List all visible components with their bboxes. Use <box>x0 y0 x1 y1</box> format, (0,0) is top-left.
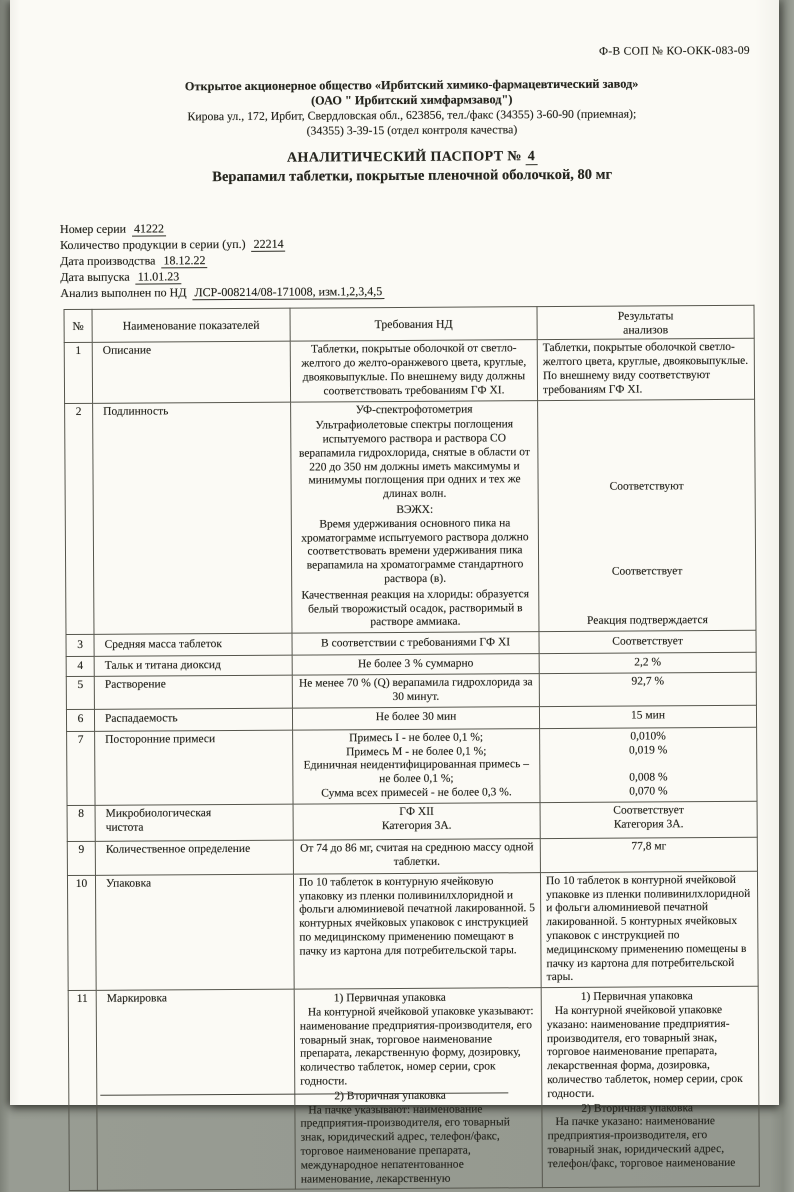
row-4-requirement: Не более 3 % суммарно <box>292 654 539 676</box>
row-7-name: Посторонние примеси <box>95 730 293 805</box>
table-row <box>68 986 759 1190</box>
row-9-requirement: От 74 до 86 мг, считая на среднюю массу одной таблетки. <box>293 838 540 874</box>
nd-analysis-value: ЛСР-008214/08-171008, изм.1,2,3,4,5 <box>192 284 384 300</box>
row-2-number: 2 <box>65 403 94 635</box>
row-5-number: 5 <box>66 677 94 710</box>
row-10-result: По 10 таблеток в контурной ячейковой упаковке из пленки поливинилхлоридной и фольги алюминиевой печатной лакированной. 5 контурных ячейковых упаковок с инструкцией по медицинскому применению помещены в пачку из картона для потребительской тары. <box>540 871 758 988</box>
row-10-name: Упаковка <box>95 874 294 991</box>
form-code: Ф-В СОП № КО-ОКК-083-09 <box>598 44 750 58</box>
org-address-line1: Кирова ул., 172, Ирбит, Свердловская обл., 623856, тел./факс (34355) 3-60-90 (приемная); <box>187 106 637 124</box>
row-3-requirement: В соответствии с требованиями ГФ XI <box>292 632 539 656</box>
header-requirements: Требования НД <box>290 307 537 342</box>
analysis-table <box>64 305 760 1192</box>
table-row <box>67 727 757 805</box>
row-2-requirement <box>291 400 539 633</box>
row-11-result <box>541 986 759 1187</box>
uv-method-text: Ультрафиолетовые спектры поглощения испытуемого раствора и раствора СО верапамила гидрохлорида, снятые в области от 220 до 350 нм должны иметь максимумы и минимумы поглощения при одних и тех же длинах волн. <box>298 418 530 501</box>
row-5-result: 92,7 % <box>539 673 756 707</box>
org-name-line2: (ОАО " Ирбитский химфармзавод") <box>311 92 513 108</box>
row-3-name: Средняя масса таблеток <box>94 633 292 656</box>
secondary-pack-title-req: 2) Вторичная упаковка <box>334 1089 446 1103</box>
passport-number: 4 <box>526 149 538 165</box>
uv-method-title: УФ-спектрофотометрия <box>355 403 473 416</box>
row-1-number: 1 <box>64 343 92 403</box>
row-11-number: 11 <box>68 991 97 1191</box>
row-1-name: Описание <box>92 341 290 402</box>
row-8-number: 8 <box>67 805 95 841</box>
org-name-line1: Открытое акционерное общество «Ирбитский химико-фармацевтический завод» <box>184 76 639 94</box>
row-3-result: Соответствует <box>539 631 756 654</box>
secondary-pack-body-res: На пачке указано: наименование предприятия-производителя, его товарный знак, юридический адрес, телефон/факс, торговое наименование <box>547 1115 736 1170</box>
document-title <box>48 148 777 168</box>
table-row <box>64 339 754 403</box>
row-6-requirement: Не более 30 мин <box>292 706 539 730</box>
row-5-name: Растворение <box>94 675 292 709</box>
row-8-name: Микробиологическая чистота <box>95 804 293 841</box>
secondary-pack-title-res: 2) Вторичная упаковка <box>581 1101 694 1115</box>
chloride-result: Реакция подтверждается <box>586 614 708 628</box>
series-number-value: 41222 <box>132 221 166 236</box>
release-date-label: Дата выпуска <box>60 269 130 285</box>
row-1-requirement: Таблетки, покрытые оболочкой от светло-желтого до желто-оранжевого цвета, круглые, двояковыпуклые. По внешнему виду должны соответствовать требованиям ГФ XI. <box>290 340 537 402</box>
hplc-method-text: Время удерживания основного пика на хроматограмме испытуемого раствора должно соответствовать времени удерживания пика верапамила на хроматограмме стандартного раствора (в). <box>301 517 529 586</box>
header-name: Наименование показателей <box>92 308 290 343</box>
row-6-name: Распадаемость <box>94 708 292 731</box>
row-2-result <box>538 399 756 632</box>
row-6-number: 6 <box>66 709 94 731</box>
hplc-result: Соответствует <box>611 564 683 578</box>
header-results: Результаты анализов <box>537 305 754 340</box>
row-5-requirement: Не менее 70 % (Q) верапамила гидрохлорида за 30 минут. <box>292 674 539 708</box>
row-11-name: Маркировка <box>96 989 295 1190</box>
series-quantity-label: Количество продукции в серии (уп.) <box>60 236 246 253</box>
primary-pack-body-req: На контурной ячейковой упаковке указывают: наименование предприятия-производителя, его товарный знак, торговое наименование препарата, лекарственную форму, дозировку, количество таблеток, номер серии, срок годности. <box>299 1005 534 1088</box>
header-number: № <box>64 309 92 342</box>
row-1-result: Таблетки, покрытые оболочкой светло-желтого цвета, круглые, двояковыпуклые. По внешнему виду соответствуют требованиям ГФ XI. <box>537 339 754 401</box>
row-4-number: 4 <box>66 657 94 677</box>
series-quantity-value: 22214 <box>252 237 286 252</box>
release-date-value: 11.01.23 <box>136 269 182 284</box>
row-10-number: 10 <box>67 875 96 991</box>
row-4-result: 2,2 % <box>539 653 756 674</box>
primary-pack-title-req: 1) Первичная упаковка <box>333 991 446 1005</box>
product-name: Верапамил таблетки, покрытые пленочной оболочкой, 80 мг <box>212 166 613 186</box>
table-row <box>67 837 757 875</box>
row-9-result: 77,8 мг <box>540 837 757 872</box>
row-6-result: 15 мин <box>539 705 756 728</box>
row-4-name: Тальк и титана диоксид <box>94 655 292 676</box>
row-3-number: 3 <box>66 635 94 657</box>
row-7-number: 7 <box>67 731 95 805</box>
document-title-text: АНАЛИТИЧЕСКИЙ ПАСПОРТ № <box>286 149 522 166</box>
chloride-reaction-text: Качественная реакция на хлориды: образуется белый творожистый осадок, растворимый в растворе аммиака. <box>301 588 530 629</box>
table-row <box>66 673 756 710</box>
table-row <box>65 399 756 635</box>
row-7-requirement: Примесь I - не более 0,1 %; Примесь М - не более 0,1 %; Единичная неидентифицированная примесь – не более 0,1 %; Сумма всех примесей - не более 0,3 %. <box>293 728 540 803</box>
uv-result: Соответствуют <box>609 479 684 493</box>
nd-analysis-line <box>60 281 777 301</box>
row-10-requirement: По 10 таблеток в контурную ячейковую упаковку из пленки поливинилхлоридной и фольги алюминиевой печатной лакированной. 5 контурных ячейковых упаковок с инструкцией по медицинскому применению помещают в пачку из картона для потребительской тары. <box>293 872 541 989</box>
row-8-result: Соответствует Категория 3А. <box>540 801 757 838</box>
scanned-document-page <box>10 0 779 1186</box>
series-number-label: Номер серии <box>59 221 127 237</box>
row-9-name: Количественное определение <box>95 840 293 875</box>
hplc-method-title: ВЭЖХ: <box>396 503 434 517</box>
secondary-pack-body-req: На пачке указывают: наименование предприятия-производителя, его товарный знак, юридический адрес, телефон/факс, торговое наименование препарата, международное непатентованное наименование, лекарственную <box>300 1103 510 1186</box>
row-8-requirement: ГФ XII Категория 3А. <box>293 802 540 840</box>
row-9-number: 9 <box>67 841 95 875</box>
primary-pack-title-res: 1) Первичная упаковка <box>580 990 693 1004</box>
series-info <box>60 217 777 301</box>
production-date-label: Дата производства <box>60 253 156 269</box>
row-11-requirement <box>294 988 542 1190</box>
organization-header <box>47 76 776 140</box>
nd-analysis-label: Анализ выполнен по НД <box>60 285 187 301</box>
row-7-result: 0,010% 0,019 % 0,008 % 0,070 % <box>540 727 757 802</box>
table-header-row <box>64 305 754 343</box>
table-row <box>67 801 757 841</box>
production-date-value: 18.12.22 <box>161 253 207 268</box>
page-content <box>7 0 783 1186</box>
org-address-line2: (34355) 3-39-15 (отдел контроля качества) <box>306 122 518 138</box>
row-2-name: Подлинность <box>93 402 292 635</box>
primary-pack-body-res: На контурной ячейковой упаковке указано: наименование предприятия-производителя, его товарный знак, торговое наименование препарата, лекарственная форма, дозировка, количество таблеток, номер серии, срок годности. <box>546 1004 743 1100</box>
table-row <box>67 871 758 991</box>
